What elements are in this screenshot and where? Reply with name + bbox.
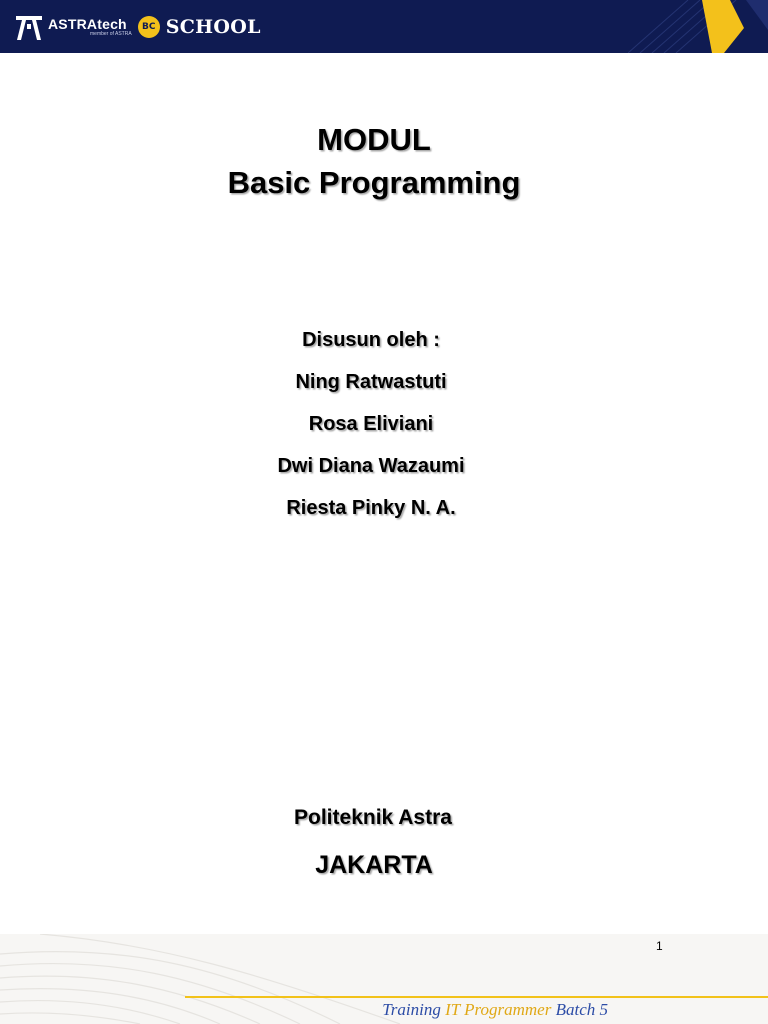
badge-text: BC xyxy=(141,22,156,32)
institution-name: Politeknik Astra xyxy=(294,806,452,829)
author-name: Dwi Diana Wazaumi xyxy=(277,455,465,477)
page-number: 1 xyxy=(656,939,663,953)
footer-divider xyxy=(185,996,768,998)
brand-subtitle: member of ASTRA xyxy=(90,31,132,37)
footer-training-text xyxy=(382,1000,608,1020)
bc-badge-icon xyxy=(138,16,160,38)
footer-it-programmer: IT Programmer xyxy=(445,1000,552,1019)
footer-batch: Batch 5 xyxy=(555,1000,608,1019)
title-line-1: MODUL xyxy=(317,122,431,157)
author-name: Rosa Eliviani xyxy=(308,413,434,435)
city-name: JAKARTA xyxy=(315,851,433,879)
footer-training: Training xyxy=(382,1000,441,1019)
logo-group xyxy=(14,11,261,43)
author-name: Riesta Pinky N. A. xyxy=(286,497,456,519)
school-label: SCHOOL xyxy=(165,16,261,38)
astra-logo-icon xyxy=(14,12,44,42)
prepared-by-label: Disusun oleh : xyxy=(302,329,440,351)
yellow-triangle-decoration xyxy=(702,0,744,53)
brand-name: ASTRAtech xyxy=(48,16,127,32)
header-banner xyxy=(0,0,768,53)
title-line-2: Basic Programming xyxy=(227,165,521,200)
header-decoration xyxy=(628,0,768,53)
author-name: Ning Ratwastuti xyxy=(295,371,447,393)
